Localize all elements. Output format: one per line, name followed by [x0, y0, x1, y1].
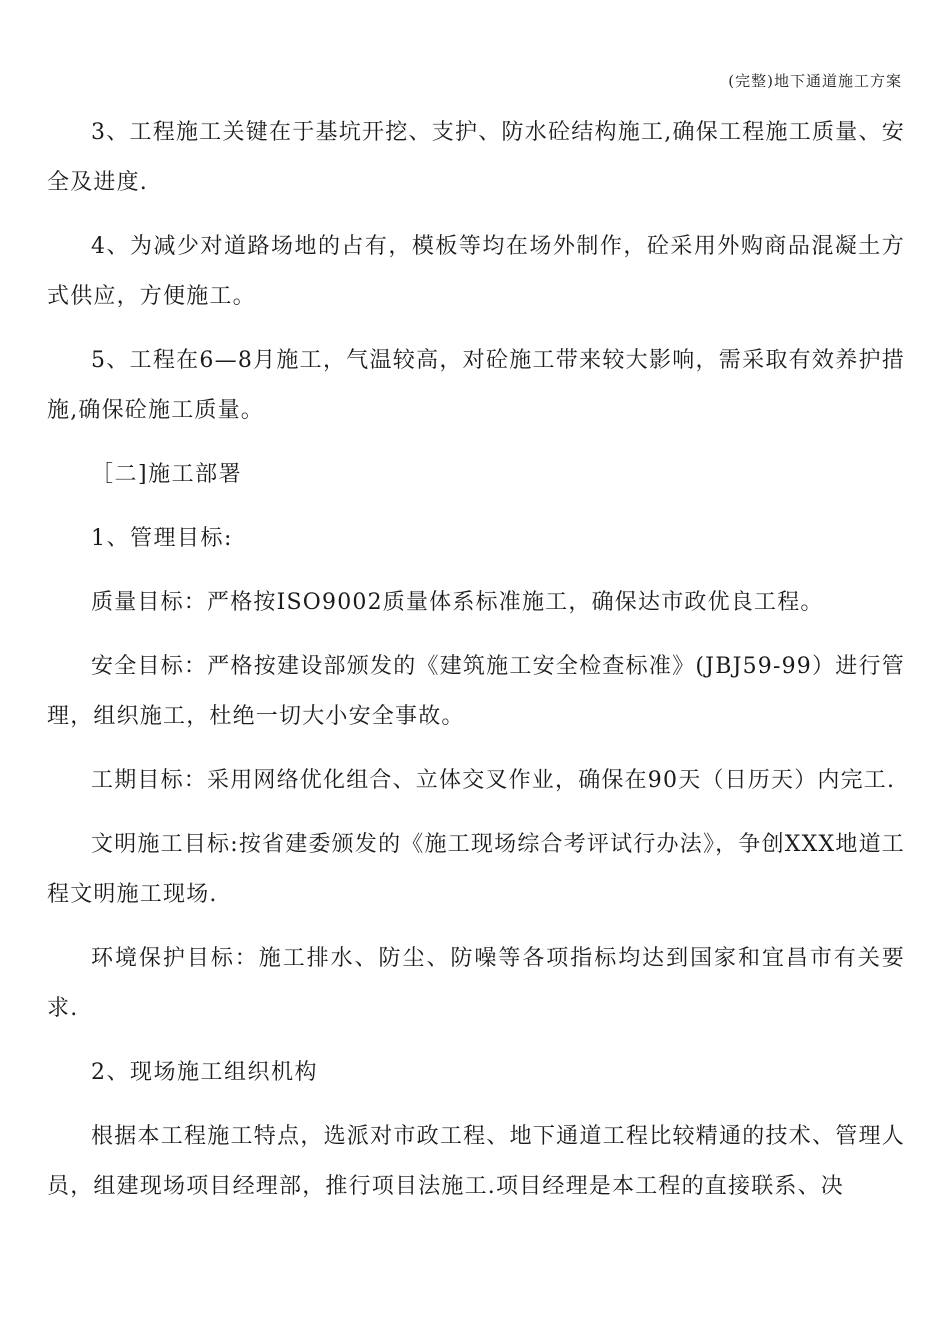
paragraph-civilized-construction-goal: 文明施工目标:按省建委颁发的《施工现场综合考评试行办法》，争创XXX地道工程文明施工现场.	[47, 832, 905, 907]
subheading-site-organization: 2、现场施工组织机构	[91, 1060, 318, 1085]
document-body	[47, 108, 905, 1226]
subheading-management-goals: 1、管理目标:	[91, 526, 233, 551]
running-header: (完整)地下通道施工方案	[728, 72, 902, 90]
paragraph-key-points-3: 3、工程施工关键在于基坑开挖、支护、防水砼结构施工,确保工程施工质量、安全及进度.	[47, 120, 905, 195]
paragraph-key-points-5: 5、工程在6—8月施工，气温较高，对砼施工带来较大影响，需采取有效养护措施,确保砼施工质量。	[47, 348, 905, 423]
section-heading-deployment: ［二]施工部署	[91, 462, 243, 487]
paragraph-schedule-goal: 工期目标：采用网络优化组合、立体交叉作业，确保在90天（日历天）内完工.	[91, 768, 896, 793]
paragraph-organization-description: 根据本工程施工特点，选派对市政工程、地下通道工程比较精通的技术、管理人员，组建现场项目经理部，推行项目法施工.项目经理是本工程的直接联系、决	[47, 1124, 905, 1199]
paragraph-key-points-4: 4、为减少对道路场地的占有，模板等均在场外制作，砼采用外购商品混凝土方式供应，方便施工。	[47, 234, 905, 309]
paragraph-environment-goal: 环境保护目标：施工排水、防尘、防噪等各项指标均达到国家和宜昌市有关要求.	[47, 946, 905, 1021]
paragraph-safety-goal: 安全目标：严格按建设部颁发的《建筑施工安全检查标准》(JBJ59-99）进行管理，组织施工，杜绝一切大小安全事故。	[47, 654, 905, 729]
paragraph-quality-goal: 质量目标：严格按ISO9002质量体系标准施工，确保达市政优良工程。	[91, 590, 824, 615]
